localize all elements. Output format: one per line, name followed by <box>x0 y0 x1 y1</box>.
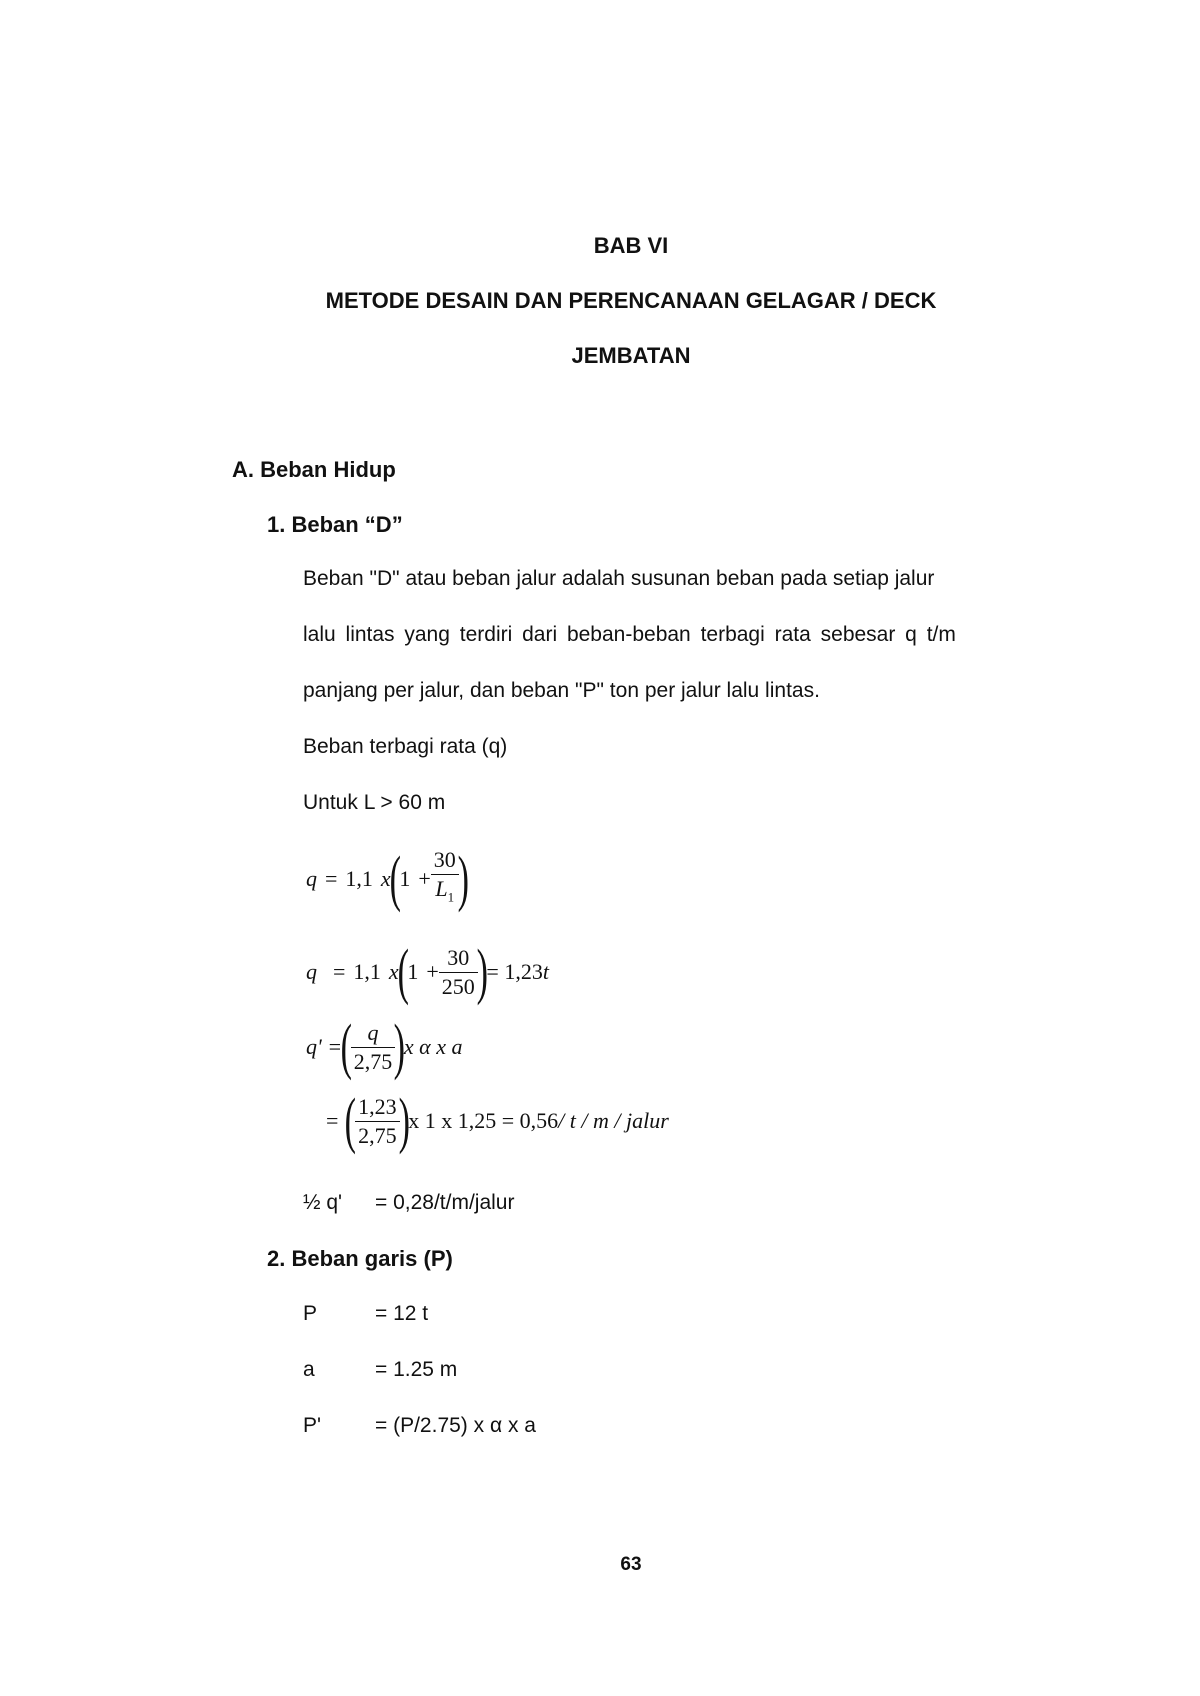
chapter-title-line2: JEMBATAN <box>571 343 691 368</box>
chapter-heading: BAB VI <box>593 233 669 258</box>
row-label-p: P <box>303 1302 318 1325</box>
section-a-heading: A. Beban Hidup <box>232 457 396 482</box>
paragraph-line-2: lalu lintas yang terdiri dari beban-beban terbagi rata sebesar q t/m <box>303 623 956 646</box>
page-number: 63 <box>620 1554 642 1575</box>
uniform-load-label: Beban terbagi rata (q) <box>303 735 508 758</box>
row-value-a: = 1.25 m <box>375 1358 458 1381</box>
equation-3: q' = ( $\frac{q}{2,75}$ ) x α x a <box>306 1013 463 1081</box>
row-value-p-prime: = (P/2.75) x α x a <box>375 1414 536 1437</box>
paragraph-line-1: Beban "D" atau beban jalur adalah susunan beban pada setiap jalur <box>303 567 935 590</box>
paragraph-line-3: panjang per jalur, dan beban "P" ton per jalur lalu lintas. <box>303 679 820 702</box>
item-1-heading: 1. Beban “D” <box>267 512 403 537</box>
equation-2: q = 1,1 x ( 1 + $\frac{30}{250}$ ) = 1,23 t <box>306 938 549 1006</box>
half-q-value: = 0,28/t/m/jalur <box>375 1191 515 1214</box>
equation-1: q = 1,1 x ( 1 + $\frac{30}{L_1}$ ) <box>306 845 469 913</box>
row-value-p: = 12 t <box>375 1302 429 1325</box>
chapter-title-line1: METODE DESAIN DAN PERENCANAAN GELAGAR / DECK <box>325 288 937 313</box>
row-label-a: a <box>303 1358 315 1381</box>
equation-4: = ( $\frac{1,23}{2,75}$ ) x 1 x 1,25 = 0,56 / t / m / jalur <box>326 1087 669 1155</box>
row-label-p-prime: P' <box>303 1414 322 1437</box>
half-q-label: ½ q' <box>303 1191 343 1214</box>
item-2-heading: 2. Beban garis (P) <box>267 1246 453 1271</box>
span-condition: Untuk L > 60 m <box>303 791 446 814</box>
